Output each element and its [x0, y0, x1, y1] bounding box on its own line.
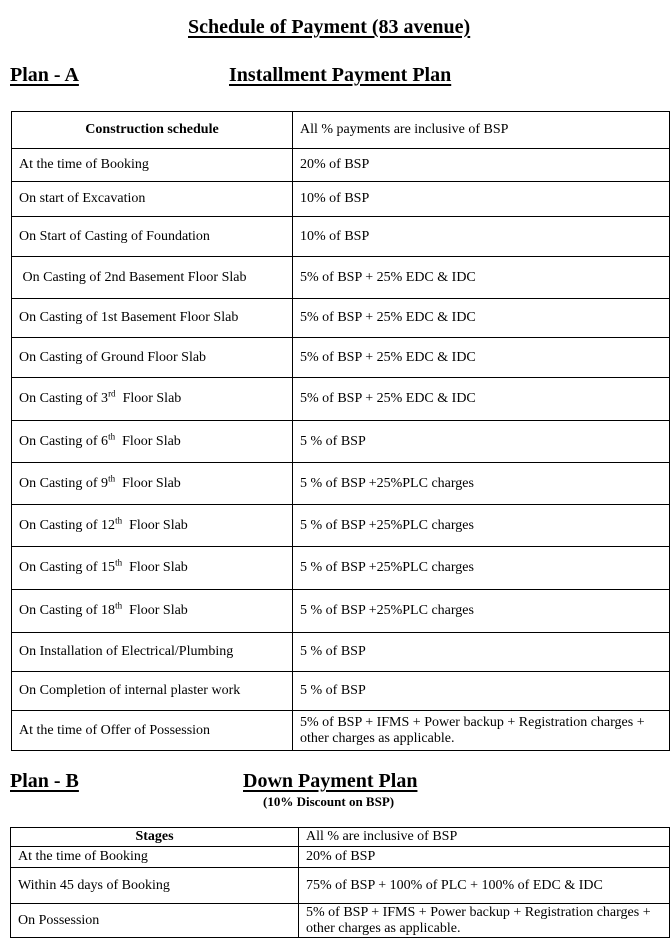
- header-payment: All % are inclusive of BSP: [299, 828, 670, 847]
- stage-cell: [12, 378, 293, 421]
- stage-text: On Casting of 3: [19, 391, 109, 406]
- ordinal-suffix: th: [115, 557, 123, 568]
- stage-cell: [12, 590, 293, 633]
- plan-b-subheading: (10% Discount on BSP): [263, 794, 395, 809]
- table-row: [12, 421, 670, 463]
- stage-text: On Casting of 15: [19, 560, 116, 575]
- payment-cell: 5% of BSP + 25% EDC & IDC: [293, 338, 670, 378]
- payment-cell: 5% of BSP + 25% EDC & IDC: [293, 257, 670, 299]
- table-row: [12, 711, 670, 751]
- payment-cell: 20% of BSP: [299, 847, 670, 868]
- stage-cell: [12, 463, 293, 505]
- stage-text: On Casting of 6: [19, 433, 109, 449]
- stage-text: On Casting of 9: [19, 475, 109, 491]
- stage-text: Floor Slab: [115, 475, 181, 491]
- table-row: [11, 847, 670, 868]
- payment-cell: 5 % of BSP +25%PLC charges: [293, 590, 670, 633]
- payment-cell: 10% of BSP: [293, 182, 670, 217]
- stage-cell: On Casting of 1st Basement Floor Slab: [12, 299, 293, 338]
- stage-text: On Casting of 18: [19, 603, 116, 618]
- table-row: [12, 505, 670, 547]
- table-row: [12, 590, 670, 633]
- stage-text: Floor Slab: [122, 603, 188, 618]
- payment-cell: 5 % of BSP: [293, 672, 670, 711]
- header-stage: Stages: [11, 828, 299, 847]
- ordinal-suffix: th: [115, 514, 123, 525]
- stage-cell: On start of Excavation: [12, 182, 293, 217]
- payment-cell: 5% of BSP + 25% EDC & IDC: [293, 378, 670, 421]
- plan-a-heading: Installment Payment Plan: [229, 64, 452, 86]
- stage-text: Floor Slab: [115, 391, 182, 406]
- stage-cell: [12, 421, 293, 463]
- table-header-row: [11, 828, 670, 847]
- table-row: [12, 149, 670, 182]
- stage-cell: On Casting of Ground Floor Slab: [12, 338, 293, 378]
- stage-cell: At the time of Booking: [11, 847, 299, 868]
- table-header-row: [12, 112, 670, 149]
- payment-cell: 5% of BSP + IFMS + Power backup + Registration charges + other charges as applicable.: [293, 711, 670, 751]
- down-payment-plan-table: [10, 827, 670, 938]
- table-row: [12, 217, 670, 257]
- ordinal-suffix: th: [108, 430, 116, 441]
- payment-cell: 5 % of BSP +25%PLC charges: [293, 505, 670, 547]
- document-title: Schedule of Payment (83 avenue): [188, 16, 471, 38]
- payment-cell: 20% of BSP: [293, 149, 670, 182]
- stage-cell: [12, 547, 293, 590]
- table-row: [12, 378, 670, 421]
- table-row: [11, 904, 670, 938]
- plan-b-label: Plan - B: [10, 770, 79, 792]
- stage-cell: At the time of Offer of Possession: [12, 711, 293, 751]
- table-row: [12, 338, 670, 378]
- stage-text: Floor Slab: [122, 560, 188, 575]
- stage-cell: Within 45 days of Booking: [11, 868, 299, 904]
- stage-cell: On Possession: [11, 904, 299, 938]
- stage-cell: At the time of Booking: [12, 149, 293, 182]
- stage-text: Floor Slab: [115, 433, 181, 449]
- payment-cell: 5 % of BSP: [293, 421, 670, 463]
- table-row: [11, 868, 670, 904]
- header-stage: Construction schedule: [12, 112, 293, 149]
- installment-plan-table: [11, 111, 670, 751]
- payment-cell: 5% of BSP + IFMS + Power backup + Registration charges + other charges as applicable.: [299, 904, 670, 938]
- stage-cell: [12, 505, 293, 547]
- payment-cell: 5 % of BSP +25%PLC charges: [293, 463, 670, 505]
- stage-text: Floor Slab: [122, 517, 188, 533]
- payment-cell: 75% of BSP + 100% of PLC + 100% of EDC & IDC: [299, 868, 670, 904]
- stage-cell: On Installation of Electrical/Plumbing: [12, 633, 293, 672]
- header-payment: All % payments are inclusive of BSP: [293, 112, 670, 149]
- plan-a-label: Plan - A: [10, 64, 79, 86]
- payment-cell: 5 % of BSP: [293, 633, 670, 672]
- table-row: [12, 633, 670, 672]
- ordinal-suffix: th: [115, 600, 123, 611]
- stage-text: On Casting of 12: [19, 517, 116, 533]
- table-row: [12, 672, 670, 711]
- payment-cell: 5% of BSP + 25% EDC & IDC: [293, 299, 670, 338]
- stage-cell: On Casting of 2nd Basement Floor Slab: [12, 257, 293, 299]
- ordinal-suffix: rd: [108, 388, 116, 399]
- stage-cell: On Start of Casting of Foundation: [12, 217, 293, 257]
- table-row: [12, 182, 670, 217]
- table-row: [12, 299, 670, 338]
- payment-cell: 5 % of BSP +25%PLC charges: [293, 547, 670, 590]
- table-row: [12, 257, 670, 299]
- table-row: [12, 547, 670, 590]
- table-row: [12, 463, 670, 505]
- payment-cell: 10% of BSP: [293, 217, 670, 257]
- ordinal-suffix: th: [108, 472, 116, 483]
- stage-cell: On Completion of internal plaster work: [12, 672, 293, 711]
- plan-b-heading: Down Payment Plan: [243, 770, 418, 792]
